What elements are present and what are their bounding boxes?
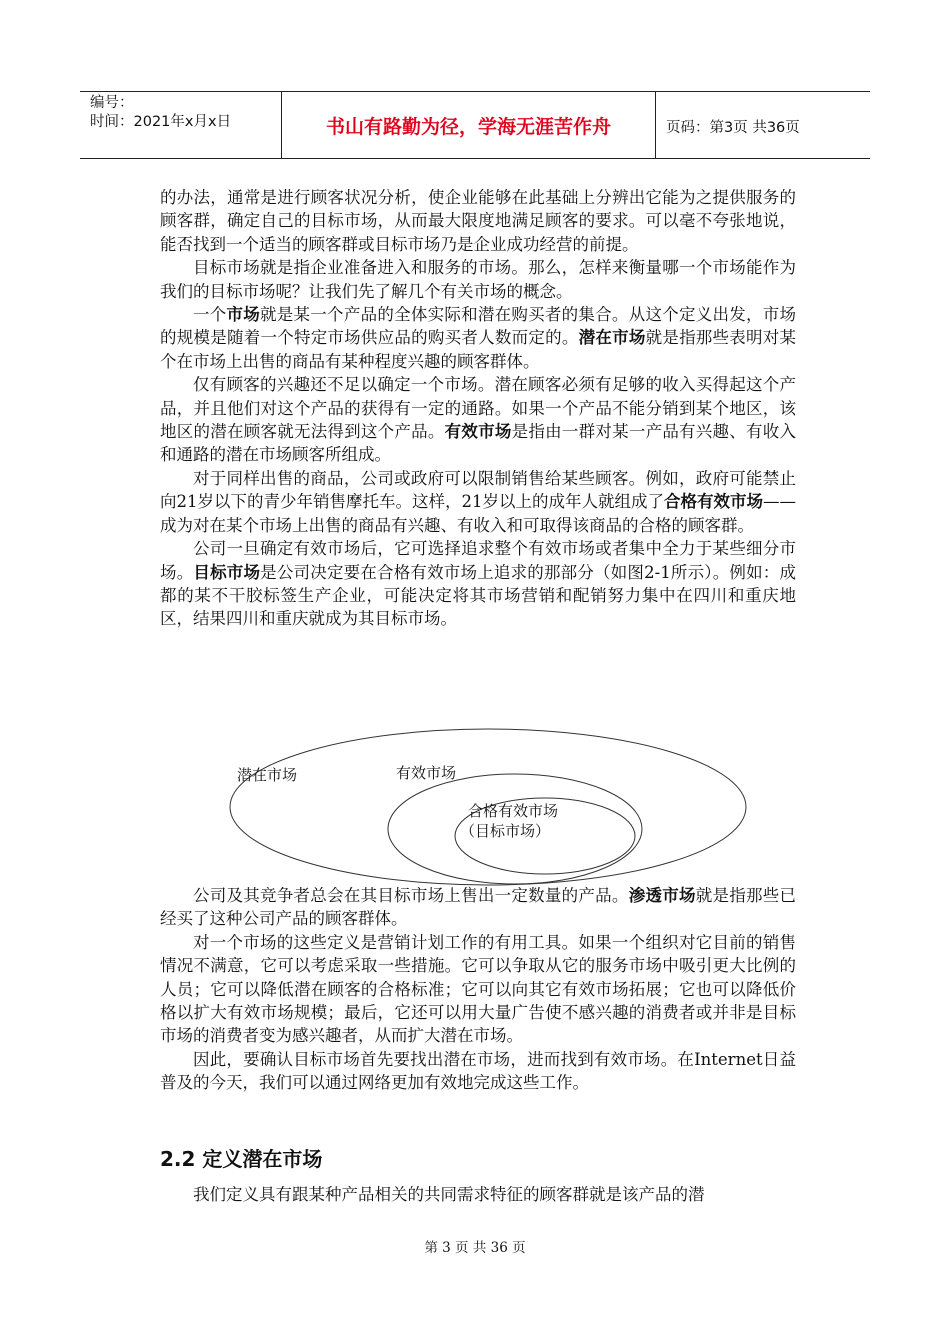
body-text-bottom <box>160 884 796 1095</box>
term-target-market: 目标市场 <box>193 562 261 582</box>
header-page-label: 页码：第3页 共36页 <box>666 120 800 136</box>
paragraph: 我们定义具有跟某种产品相关的共同需求特征的顾客群就是该产品的潜 <box>193 1185 705 1204</box>
paragraph: 目标市场就是指企业准备进入和服务的市场。那么，怎样来衡量哪一个市场能作为我们的目标市场呢？让我们先了解几个有关市场的概念。 <box>160 258 796 301</box>
section-heading: 2.2 定义潜在市场 <box>160 1147 323 1171</box>
page-footer: 第 3 页 共 36 页 <box>424 1240 526 1256</box>
header-top-rule <box>80 91 870 92</box>
term-penetrated-market: 渗透市场 <box>628 886 696 905</box>
paragraph: 公司一旦确定有效市场后，它可选择追求整个有效市场或者集中全力于某些细分市场。目标市场是公司决定要在合格有效市场上追求的那部分（如图2-1所示）。例如：成都的某不干胶标签生产企业，可能决定将其市场营销和配销努力集中在四川和重庆地区，结果四川和重庆就成为其目标市场。 <box>160 539 797 629</box>
header-divider-right <box>655 92 656 159</box>
label-qualified-market: 合格有效市场 <box>468 802 559 820</box>
body-text-top <box>160 186 796 631</box>
header-meta <box>90 94 231 132</box>
header-bottom-rule <box>80 158 870 159</box>
serial-label: 编号： <box>90 95 134 111</box>
label-potential-market: 潜在市场 <box>237 766 298 784</box>
term-market: 市场 <box>226 305 261 325</box>
header-motto: 书山有路勤为径，学海无涯苦作舟 <box>325 116 611 138</box>
body-text-section <box>160 1183 796 1206</box>
market-nested-ellipses-diagram <box>220 728 760 888</box>
time-label: 时间：2021年x月x日 <box>90 114 232 130</box>
paragraph: 对于同样出售的商品，公司或政府可以限制销售给某些顾客。例如，政府可能禁止向21岁以下的青少年销售摩托车。这样，21岁以上的成年人就组成了合格有效市场——成为对在某个市场上出售的商品有兴趣、有收入和可取得该商品的合格的顾客群。 <box>160 468 796 535</box>
term-qualified-market: 合格有效市场 <box>664 492 763 512</box>
term-potential-market: 潜在市场 <box>578 328 646 348</box>
paragraph: 仅有顾客的兴趣还不足以确定一个市场。潜在顾客必须有足够的收入买得起这个产品，并且他们对这个产品的获得有一定的通路。如果一个产品不能分销到某个地区，该地区的潜在顾客就无法得到这个产品。有效市场是指由一群对某一产品有兴趣、有收入和通路的潜在市场顾客所组成。 <box>160 375 797 465</box>
label-effective-market: 有效市场 <box>396 764 457 782</box>
term-effective-market: 有效市场 <box>444 422 512 442</box>
paragraph: 因此，要确认目标市场首先要找出潜在市场，进而找到有效市场。在Internet日益普及的今天，我们可以通过网络更加有效地完成这些工作。 <box>160 1049 796 1093</box>
paragraph: 公司及其竞争者总会在其目标市场上售出一定数量的产品。渗透市场就是指那些已经买了这种公司产品的顾客群体。 <box>160 886 797 929</box>
paragraph: 的办法，通常是进行顾客状况分析，使企业能够在此基础上分辨出它能为之提供服务的顾客群，确定自己的目标市场，从而最大限度地满足顾客的要求。可以毫不夸张地说，能否找到一个适当的顾客群或目标市场乃是企业成功经营的前提。 <box>160 188 796 254</box>
paragraph: 对一个市场的这些定义是营销计划工作的有用工具。如果一个组织对它目前的销售情况不满意，它可以考虑采取一些措施。它可以争取从它的服务市场中吸引更大比例的人员；它可以降低潜在顾客的合格标准；它可以向其它有效市场拓展；它也可以降低价格以扩大有效市场规模；最后，它还可以用大量广告使不感兴趣的消费者或并非是目标市场的消费者变为感兴趣者，从而扩大潜在市场。 <box>160 932 796 1046</box>
label-target-market: （目标市场） <box>460 822 551 840</box>
paragraph: 一个市场就是某一个产品的全体实际和潜在购买者的集合。从这个定义出发，市场的规模是随着一个特定市场供应品的购买者人数而定的。潜在市场就是指那些表明对某个在市场上出售的商品有某种程度兴趣的顾客群体。 <box>160 305 797 371</box>
